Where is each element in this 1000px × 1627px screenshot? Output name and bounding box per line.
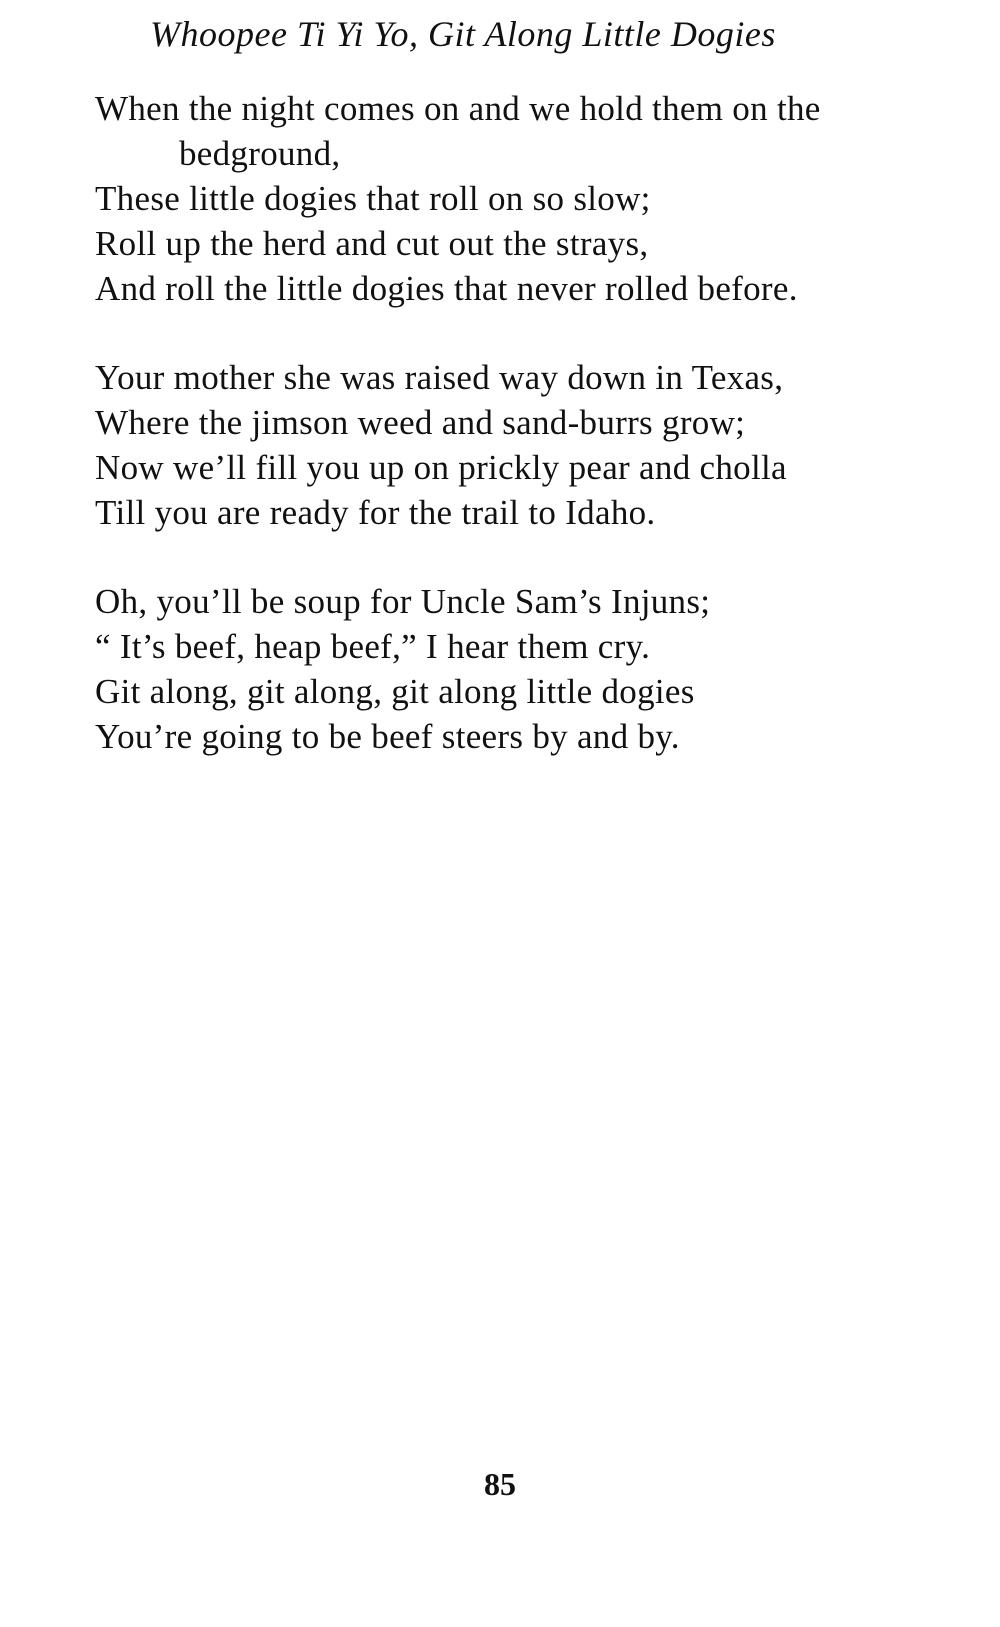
poem-line: Oh, you’ll be soup for Uncle Sam’s Injuns; <box>95 582 711 621</box>
poem-line: Git along, git along, git along little dogies <box>95 672 695 711</box>
poem-body <box>95 86 965 803</box>
stanza-3 <box>95 579 965 759</box>
poem-line: Your mother she was raised way down in Texas, <box>95 358 784 397</box>
stanza-1 <box>95 86 965 311</box>
poem-line: Where the jimson weed and sand-burrs grow; <box>95 403 746 442</box>
poem-line: When the night comes on and we hold them on the <box>95 89 821 128</box>
poem-line: You’re going to be beef steers by and by. <box>95 717 680 756</box>
stanza-2 <box>95 355 965 535</box>
running-head: Whoopee Ti Yi Yo, Git Along Little Dogies <box>150 14 776 54</box>
poem-line: And roll the little dogies that never rolled before. <box>95 269 798 308</box>
poem-line: Till you are ready for the trail to Idaho. <box>95 493 656 532</box>
poem-line: Now we’ll fill you up on prickly pear and cholla <box>95 448 787 487</box>
poem-line: These little dogies that roll on so slow; <box>95 179 651 218</box>
poem-line-continuation: bedground, <box>179 134 341 173</box>
poem-line: “ It’s beef, heap beef,” I hear them cry. <box>95 627 651 666</box>
page-number: 85 <box>484 1466 516 1502</box>
poem-line: Roll up the herd and cut out the strays, <box>95 224 649 263</box>
